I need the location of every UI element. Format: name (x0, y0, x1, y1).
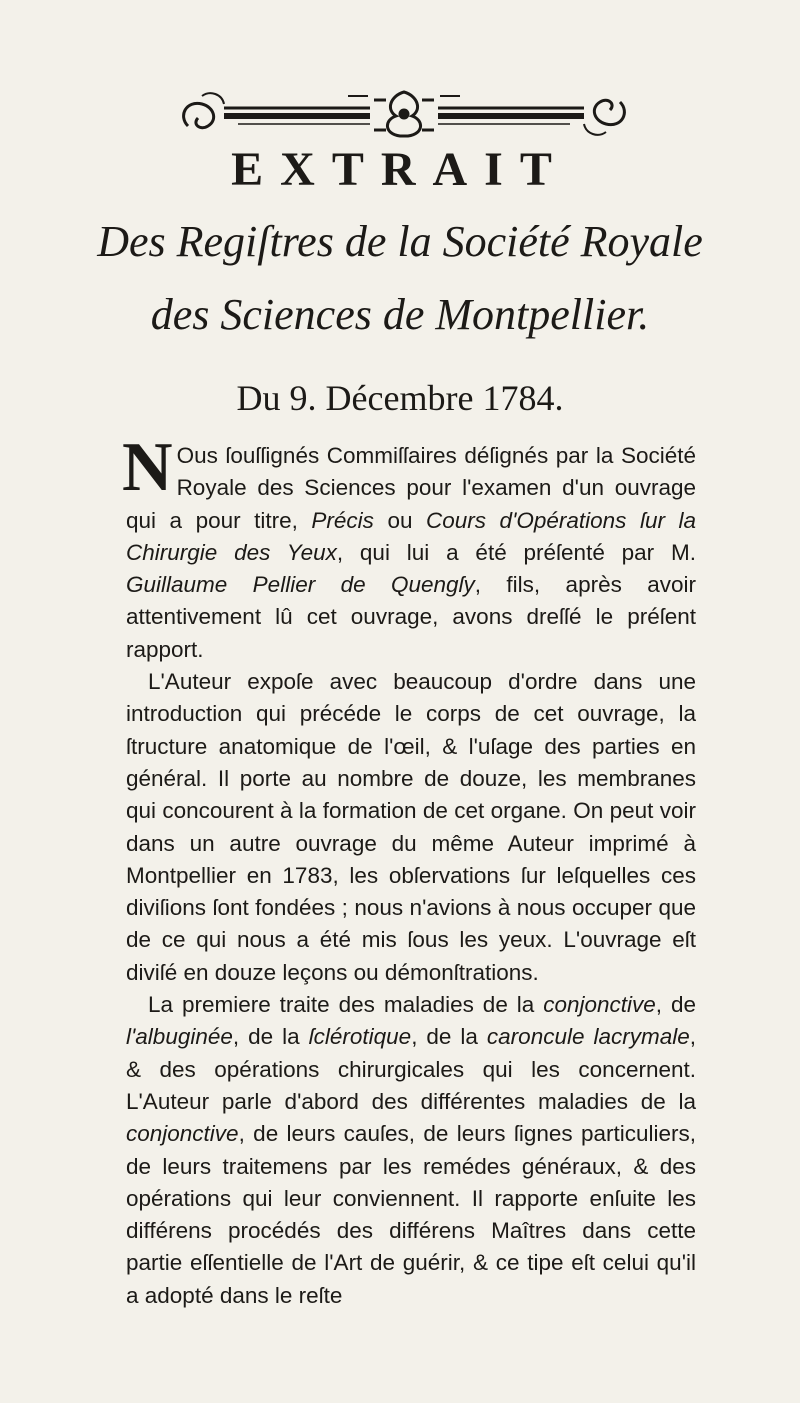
italic-title-precis: Précis (311, 507, 374, 533)
italic-author-name: Guillaume Pellier de Quengſy (126, 572, 475, 598)
drop-cap: N (122, 429, 173, 506)
italic-term: conjonctive (126, 1121, 239, 1147)
text-run: , de leurs cauſes, de leurs ſignes particuliers, de leurs traitemens par les remédes généraux, & des opérations qui leur conviennent. Il rapporte enſuite les différens procédés des différens Maîtres dans cette partie eſſentielle de l'Art de guérir, & ce tipe eſt celui qu'il a adopté dans le reſte (126, 1121, 696, 1308)
text-run: ou (373, 507, 427, 533)
text-run: , de la (411, 1024, 487, 1050)
italic-term: ſclérotique (308, 1024, 412, 1050)
italic-term: l'albuginée (126, 1024, 233, 1050)
paragraph-3 (126, 989, 696, 1312)
text-run: , & des opérations chirurgicales qui les concernent. L'Auteur parle d'abord des différentes maladies de la (126, 1024, 696, 1114)
italic-term: conjonctive (543, 992, 656, 1018)
text-run: , fils, après avoir attentivement lû cet ouvrage, avons dreſſé le préſent rapport. (126, 572, 696, 662)
text-run: , de la (232, 1024, 309, 1050)
text-run: Ous ſouſſignés Commiſſaires déſignés par la Société Royale des Sciences pour l'examen d'un ouvrage qui a pour titre, (126, 443, 696, 533)
text-run: La premiere traite des maladies de la (148, 992, 544, 1018)
report-body (122, 429, 697, 1312)
subtitle-line-1: Des Regiſtres de la Société Royale (97, 217, 703, 266)
subtitle-line-2: des Sciences de Montpellier. (150, 290, 650, 339)
heading-extrait: EXTRAIT (231, 143, 569, 196)
italic-term: caroncule lacrymale (486, 1024, 690, 1050)
text-run: , qui lui a été préſenté par M. (336, 539, 696, 565)
paragraph-2: L'Auteur expoſe avec beaucoup d'ordre dans une introduction qui précéde le corps de cet ouvrage, la ſtructure anatomique de l'œil, & l'uſage des parties en général. Il porte au nombre de douze, les membranes qui concourent à la formation de cet organe. On peut voir dans un autre ouvrage du même Auteur imprimé à Montpellier en 1783, les obſervations ſur leſquelles ces diviſions ſont fondées ; nous n'avions à nous occuper que de ce qui nous a été mis ſous les yeux. L'ouvrage eſt diviſé en douze leçons ou démonſtrations. (126, 669, 696, 985)
decorative-headpiece-ornament (178, 86, 630, 142)
text-run: , de (655, 992, 697, 1018)
document-date: Du 9. Décembre 1784. (236, 378, 564, 418)
paragraph-1 (122, 429, 696, 666)
italic-title-cours: Cours d'Opérations ſur la Chirurgie des Yeux (126, 507, 696, 565)
